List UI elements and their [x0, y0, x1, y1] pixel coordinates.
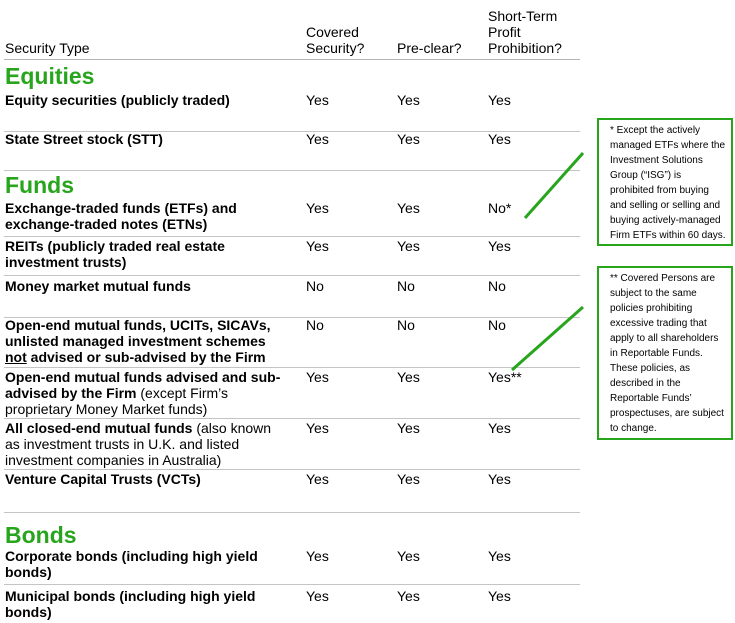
section-funds: Funds — [5, 172, 74, 198]
section-bonds: Bonds — [5, 522, 77, 548]
preclear-cell: No — [397, 317, 415, 333]
short-term-cell: Yes — [488, 548, 511, 564]
security-type-cell: REITs (publicly traded real estate investment trusts) — [5, 238, 225, 270]
header-short-term-profit: Short-Term Profit Prohibition? — [488, 8, 562, 56]
short-term-cell: Yes — [488, 588, 511, 604]
header-security-type: Security Type — [5, 40, 90, 56]
preclear-cell: Yes — [397, 131, 420, 147]
covered-cell: Yes — [306, 548, 329, 564]
covered-persons-note-connector — [512, 307, 583, 370]
covered-cell: Yes — [306, 369, 329, 385]
covered-persons-footnote-box: ** Covered Persons are subject to the same policies prohibiting excessive trading that apply to all shareholders in Reportable Funds. These policies, as described in the Reportable Funds’ prospectuses, are subject to change. — [597, 266, 733, 440]
security-type-cell: All closed-end mutual funds (also known as investment trusts in U.K. and listed investment companies in Australia) — [5, 420, 272, 468]
short-term-cell: Yes — [488, 420, 511, 436]
short-term-cell: Yes — [488, 238, 511, 254]
covered-cell: Yes — [306, 131, 329, 147]
preclear-cell: Yes — [397, 238, 420, 254]
etf-note-connector — [525, 153, 583, 218]
covered-cell: No — [306, 278, 324, 294]
security-type-cell: State Street stock (STT) — [5, 131, 163, 147]
covered-cell: Yes — [306, 588, 329, 604]
etf-footnote-box: * Except the actively managed ETFs where the Investment Solutions Group (“ISG”) is prohibited from buying and selling or selling and buying actively-managed Firm ETFs within 60 days. — [597, 118, 733, 246]
short-term-cell: Yes — [488, 471, 511, 487]
preclear-cell: Yes — [397, 92, 420, 108]
security-type-cell: Money market mutual funds — [5, 278, 191, 294]
short-term-cell: Yes** — [488, 369, 522, 385]
covered-cell: Yes — [306, 200, 329, 216]
preclear-cell: Yes — [397, 548, 420, 564]
short-term-cell: Yes — [488, 131, 511, 147]
preclear-cell: Yes — [397, 588, 420, 604]
short-term-cell: Yes — [488, 92, 511, 108]
short-term-cell: No* — [488, 200, 512, 216]
short-term-cell: No — [488, 278, 506, 294]
preclear-cell: Yes — [397, 420, 420, 436]
short-term-cell: No — [488, 317, 506, 333]
preclear-cell: Yes — [397, 471, 420, 487]
header-preclear: Pre-clear? — [397, 40, 462, 56]
covered-cell: Yes — [306, 471, 329, 487]
preclear-cell: No — [397, 278, 415, 294]
security-type-cell: Venture Capital Trusts (VCTs) — [5, 471, 201, 487]
covered-cell: No — [306, 317, 324, 333]
security-type-cell: Equity securities (publicly traded) — [5, 92, 230, 108]
security-type-cell: Exchange-traded funds (ETFs) and exchange-traded notes (ETNs) — [5, 200, 237, 232]
header-covered-security: Covered Security? — [306, 24, 365, 56]
security-type-cell: Open-end mutual funds advised and sub- advised by the Firm (except Firm’s proprietary Money Market funds) — [5, 369, 281, 417]
security-type-cell: Open-end mutual funds, UCITs, SICAVs, unlisted managed investment schemes not advised or sub-advised by the Firm — [5, 317, 271, 365]
security-type-cell: Municipal bonds (including high yield bonds) — [5, 588, 256, 620]
preclear-cell: Yes — [397, 200, 420, 216]
covered-cell: Yes — [306, 238, 329, 254]
preclear-cell: Yes — [397, 369, 420, 385]
security-type-cell: Corporate bonds (including high yield bonds) — [5, 548, 258, 580]
covered-cell: Yes — [306, 420, 329, 436]
covered-cell: Yes — [306, 92, 329, 108]
section-equities: Equities — [5, 63, 95, 89]
